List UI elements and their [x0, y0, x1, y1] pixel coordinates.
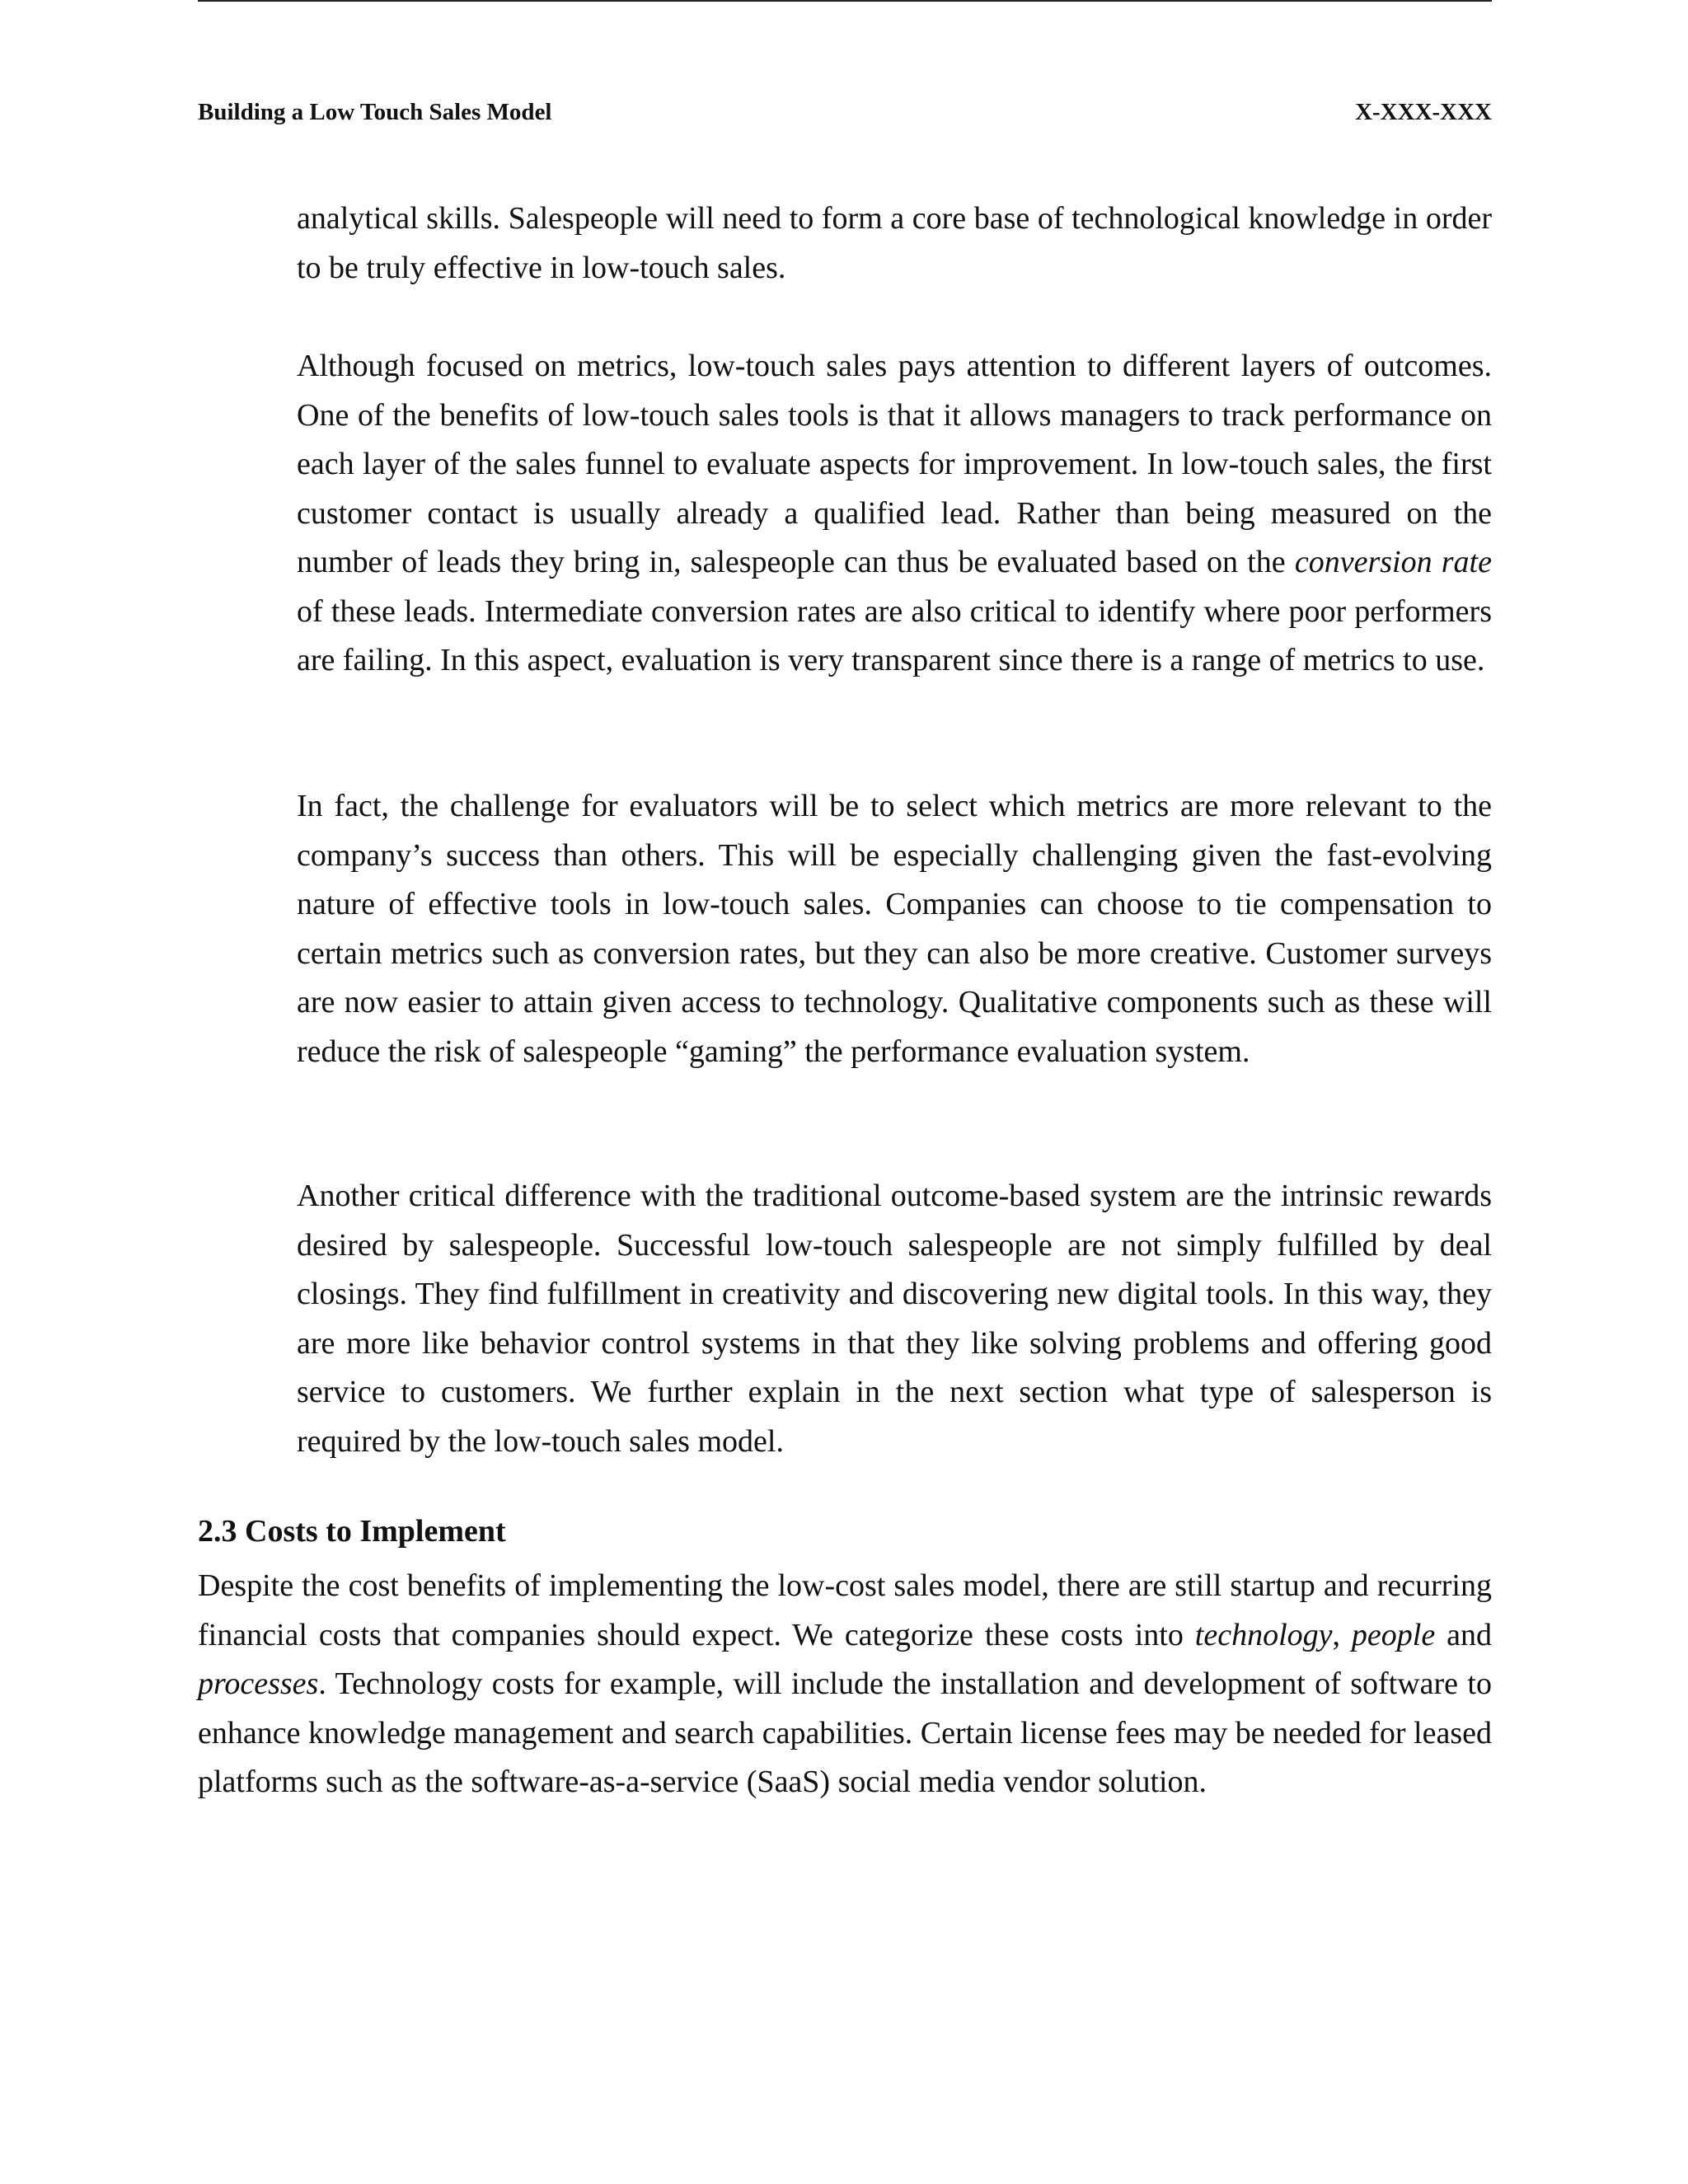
emphasis-processes: processes: [198, 1666, 319, 1701]
header-rule: [198, 0, 1492, 2]
paragraph-text: and: [1435, 1617, 1492, 1652]
paragraph-costs-to-implement: [198, 1562, 1492, 1807]
paragraph-evaluator-challenge: In fact, the challenge for evaluators will be to select which metrics are more relevant to the company’s success than others. This will be especially challenging given the fast-evolving nature of effective tools in low-touch sales. Companies can choose to tie compensation to certain metrics such as conversion rates, but they can also be more creative. Customer surveys are now easier to attain given access to technology. Qualitative components such as these will reduce the risk of salespeople “gaming” the performance evaluation system.: [297, 789, 1492, 1069]
paragraph-analytical-skills: analytical skills. Salespeople will need to form a core base of technological knowledge in order to be truly effective in low-touch sales.: [297, 201, 1492, 285]
paragraph-text: ,: [1332, 1617, 1352, 1652]
paragraph-text: of these leads. Intermediate conversion rates are also critical to identify where poor performers are failing. In this aspect, evaluation is very transparent since there is a range of metrics to use.: [297, 593, 1492, 677]
document-number: X-XXX-XXX: [1355, 99, 1492, 125]
paragraph-text: Although focused on metrics, low-touch sales pays attention to different layers of outcomes. One of the benefits of low-touch sales tools is that it allows managers to track performance on each layer of the sales funnel to evaluate aspects for improvement. In low-touch sales, the first customer contact is usually already a qualified lead. Rather than being measured on the number of leads they bring in, salespeople can thus be evaluated based on the: [297, 349, 1492, 579]
running-header: [198, 99, 1492, 126]
document-title: Building a Low Touch Sales Model: [198, 99, 552, 125]
emphasis-technology: technology: [1194, 1617, 1333, 1652]
paragraph-metrics-layers: [297, 342, 1492, 686]
paragraph-intrinsic-rewards: Another critical difference with the traditional outcome-based system are the intrinsic rewards desired by salespeople. Successful low-touch salespeople are not simply fulfilled by deal closings. They find fulfillment in creativity and discovering new digital tools. In this way, they are more like behavior control systems in that they like solving problems and offering good service to customers. We further explain in the next section what type of salesperson is required by the low-touch sales model.: [297, 1179, 1492, 1459]
paragraph-text: . Technology costs for example, will include the installation and development of software to enhance knowledge management and search capabilities. Certain license fees may be needed for leased platforms such as the software-as-a-service (SaaS) social media vendor solution.: [198, 1666, 1492, 1799]
section-heading: 2.3 Costs to Implement: [198, 1514, 506, 1549]
paragraph-text: Despite the cost benefits of implementing the low-cost sales model, there are still startup and recurring financial costs that companies should expect. We categorize these costs into: [198, 1568, 1492, 1652]
emphasis-conversion-rate: conversion rate: [1294, 545, 1492, 579]
emphasis-people: people: [1351, 1617, 1436, 1652]
